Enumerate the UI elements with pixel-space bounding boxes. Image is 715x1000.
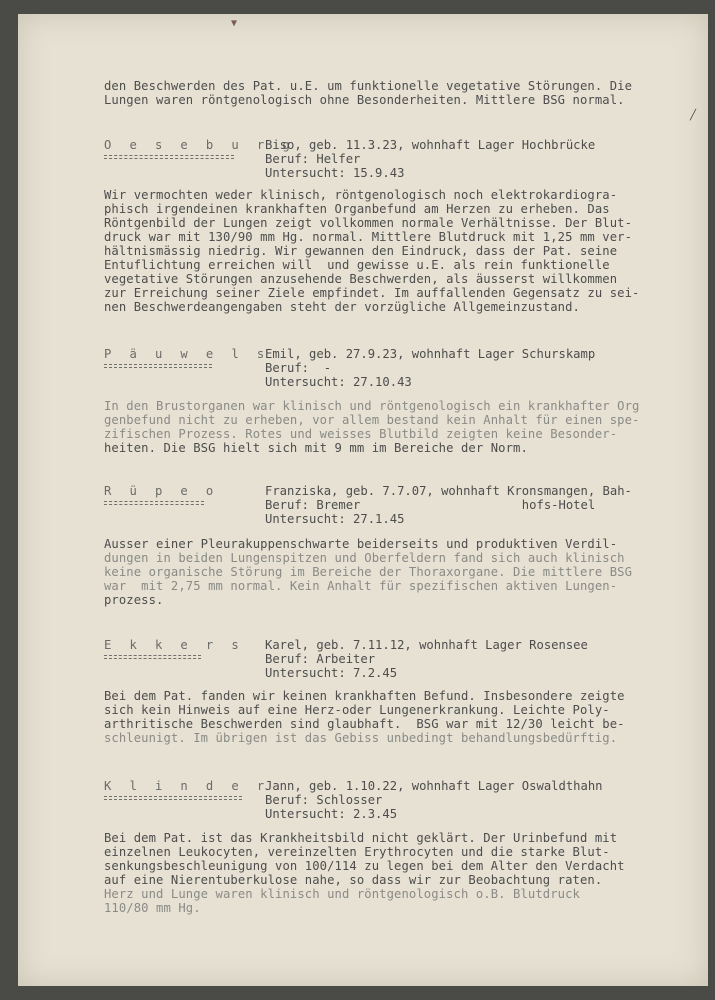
patient-info-line: Franziska, geb. 7.7.07, wohnhaft Kronsmangen, Bah- (265, 484, 632, 498)
findings-line: prozess. (104, 593, 164, 607)
patient-info-line: Untersucht: 2.3.45 (265, 807, 398, 821)
findings-line: phisch irgendeinen krankhaften Organbefund am Herzen zu erheben. Das (104, 202, 610, 216)
patient-info-line: Karel, geb. 7.11.12, wohnhaft Lager Rosensee (265, 638, 588, 652)
patient-info (265, 484, 632, 526)
findings-line: zur Erreichung seiner Ziele empfindet. Im auffallenden Gegensatz zu sei- (104, 286, 640, 300)
findings-line: heiten. Die BSG hielt sich mit 9 mm im Bereiche der Norm. (104, 441, 528, 455)
intro-line: den Beschwerden des Pat. u.E. um funktionelle vegetative Störungen. Die (104, 79, 633, 93)
findings-line: auf eine Nierentuberkulose nahe, so dass wir zur Beobachtung raten. (104, 873, 603, 887)
findings-line: zifischen Prozess. Rotes und weisses Blutbild zeigten keine Besonder- (104, 427, 618, 441)
findings-line: 110/80 mm Hg. (104, 901, 201, 915)
intro-line: Lungen waren röntgenologisch ohne Besonderheiten. Mittlere BSG normal. (104, 93, 625, 107)
patient-name: E k k e r s (104, 638, 245, 652)
findings-line: schleunigt. Im übrigen ist das Gebiss unbedingt behandlungsbedürftig. (104, 731, 618, 745)
patient-info-line: Beruf: Schlosser (265, 793, 383, 807)
name-underline (104, 501, 204, 505)
findings-line: genbefund nicht zu erheben, vor allem bestand kein Anhalt für einen spe- (104, 413, 640, 427)
patient-name: O e s e b u r g (104, 138, 296, 152)
findings-line: arthritische Beschwerden sind glaubhaft. BSG war mit 12/30 leicht be- (104, 717, 625, 731)
findings-line: In den Brustorganen war klinisch und röntgenologisch ein krankhafter Org (104, 399, 640, 413)
findings-line: hältnismässig niedrig. Wir gewannen den Eindruck, dass der Pat. seine (104, 244, 618, 258)
findings-line: war mit 2,75 mm normal. Kein Anhalt für spezifischen aktiven Lungen- (104, 579, 618, 593)
patient-name: K l i n d e r (104, 779, 270, 793)
patient-info-line: Beruf: Bremer hofs-Hotel (265, 498, 596, 512)
name-underline (104, 655, 201, 659)
findings-line: sich kein Hinweis auf eine Herz-oder Lungenerkrankung. Leichte Poly- (104, 703, 610, 717)
findings-line: einzelnen Leukocyten, vereinzelten Erythrocyten und die starke Blut- (104, 845, 610, 859)
findings-line: Röntgenbild der Lungen zeigt vollkommen normale Verhältnisse. Der Blut- (104, 216, 633, 230)
findings-line: dungen in beiden Lungenspitzen und Oberfeldern fand sich auch klinisch (104, 551, 625, 565)
name-underline (104, 364, 212, 368)
patient-name: P ä u w e l s (104, 347, 270, 361)
findings-line: Bei dem Pat. ist das Krankheitsbild nicht geklärt. Der Urinbefund mit (104, 831, 618, 845)
patient-info-line: Untersucht: 27.1.45 (265, 512, 405, 526)
patient-info (265, 779, 603, 821)
patient-info (265, 347, 595, 389)
findings-line: Entuflichtung erreichen will und gewisse u.E. als rein funktionelle (104, 258, 610, 272)
patient-info (265, 638, 588, 680)
name-underline (104, 796, 242, 800)
findings-line: vegetative Störungen anzusehende Beschwerden, als äusserst willkommen (104, 272, 618, 286)
patient-info-line: Emil, geb. 27.9.23, wohnhaft Lager Schurskamp (265, 347, 596, 361)
findings-line: druck war mit 130/90 mm Hg. normal. Mittlere Blutdruck mit 1,25 mm ver- (104, 230, 633, 244)
findings-line: senkungsbeschleunigung von 100/114 zu legen bei dem Alter den Verdacht (104, 859, 625, 873)
findings-line: Wir vermochten weder klinisch, röntgenologisch noch elektrokardiogra- (104, 188, 618, 202)
patient-info-line: Jann, geb. 1.10.22, wohnhaft Lager Oswaldthahn (265, 779, 603, 793)
red-mark: ▼ (231, 18, 238, 29)
patient-info-line: Untersucht: 27.10.43 (265, 375, 412, 389)
patient-info-line: Beruf: - (265, 361, 332, 375)
findings-line: nen Beschwerdeangengaben steht der vorzügliche Allgemeinzustand. (104, 300, 580, 314)
patient-info-line: Biso, geb. 11.3.23, wohnhaft Lager Hochbrücke (265, 138, 596, 152)
findings-line: Bei dem Pat. fanden wir keinen krankhaften Befund. Insbesondere zeigte (104, 689, 625, 703)
patient-info-line: Beruf: Helfer (265, 152, 361, 166)
findings-line: keine organische Störung im Bereiche der Thoraxorgane. Die mittlere BSG (104, 565, 633, 579)
patient-info-line: Untersucht: 15.9.43 (265, 166, 405, 180)
patient-info (265, 138, 595, 180)
findings-line: Ausser einer Pleurakuppenschwarte beiderseits und produktiven Verdil- (104, 537, 618, 551)
patient-info-line: Beruf: Arbeiter (265, 652, 376, 666)
findings-line: Herz und Lunge waren klinisch und röntgenologisch o.B. Blutdruck (104, 887, 580, 901)
document-page (18, 14, 708, 986)
name-underline (104, 155, 234, 159)
patient-name: R ü p e o (104, 484, 219, 498)
patient-info-line: Untersucht: 7.2.45 (265, 666, 398, 680)
pen-mark: ╱ (690, 110, 697, 121)
